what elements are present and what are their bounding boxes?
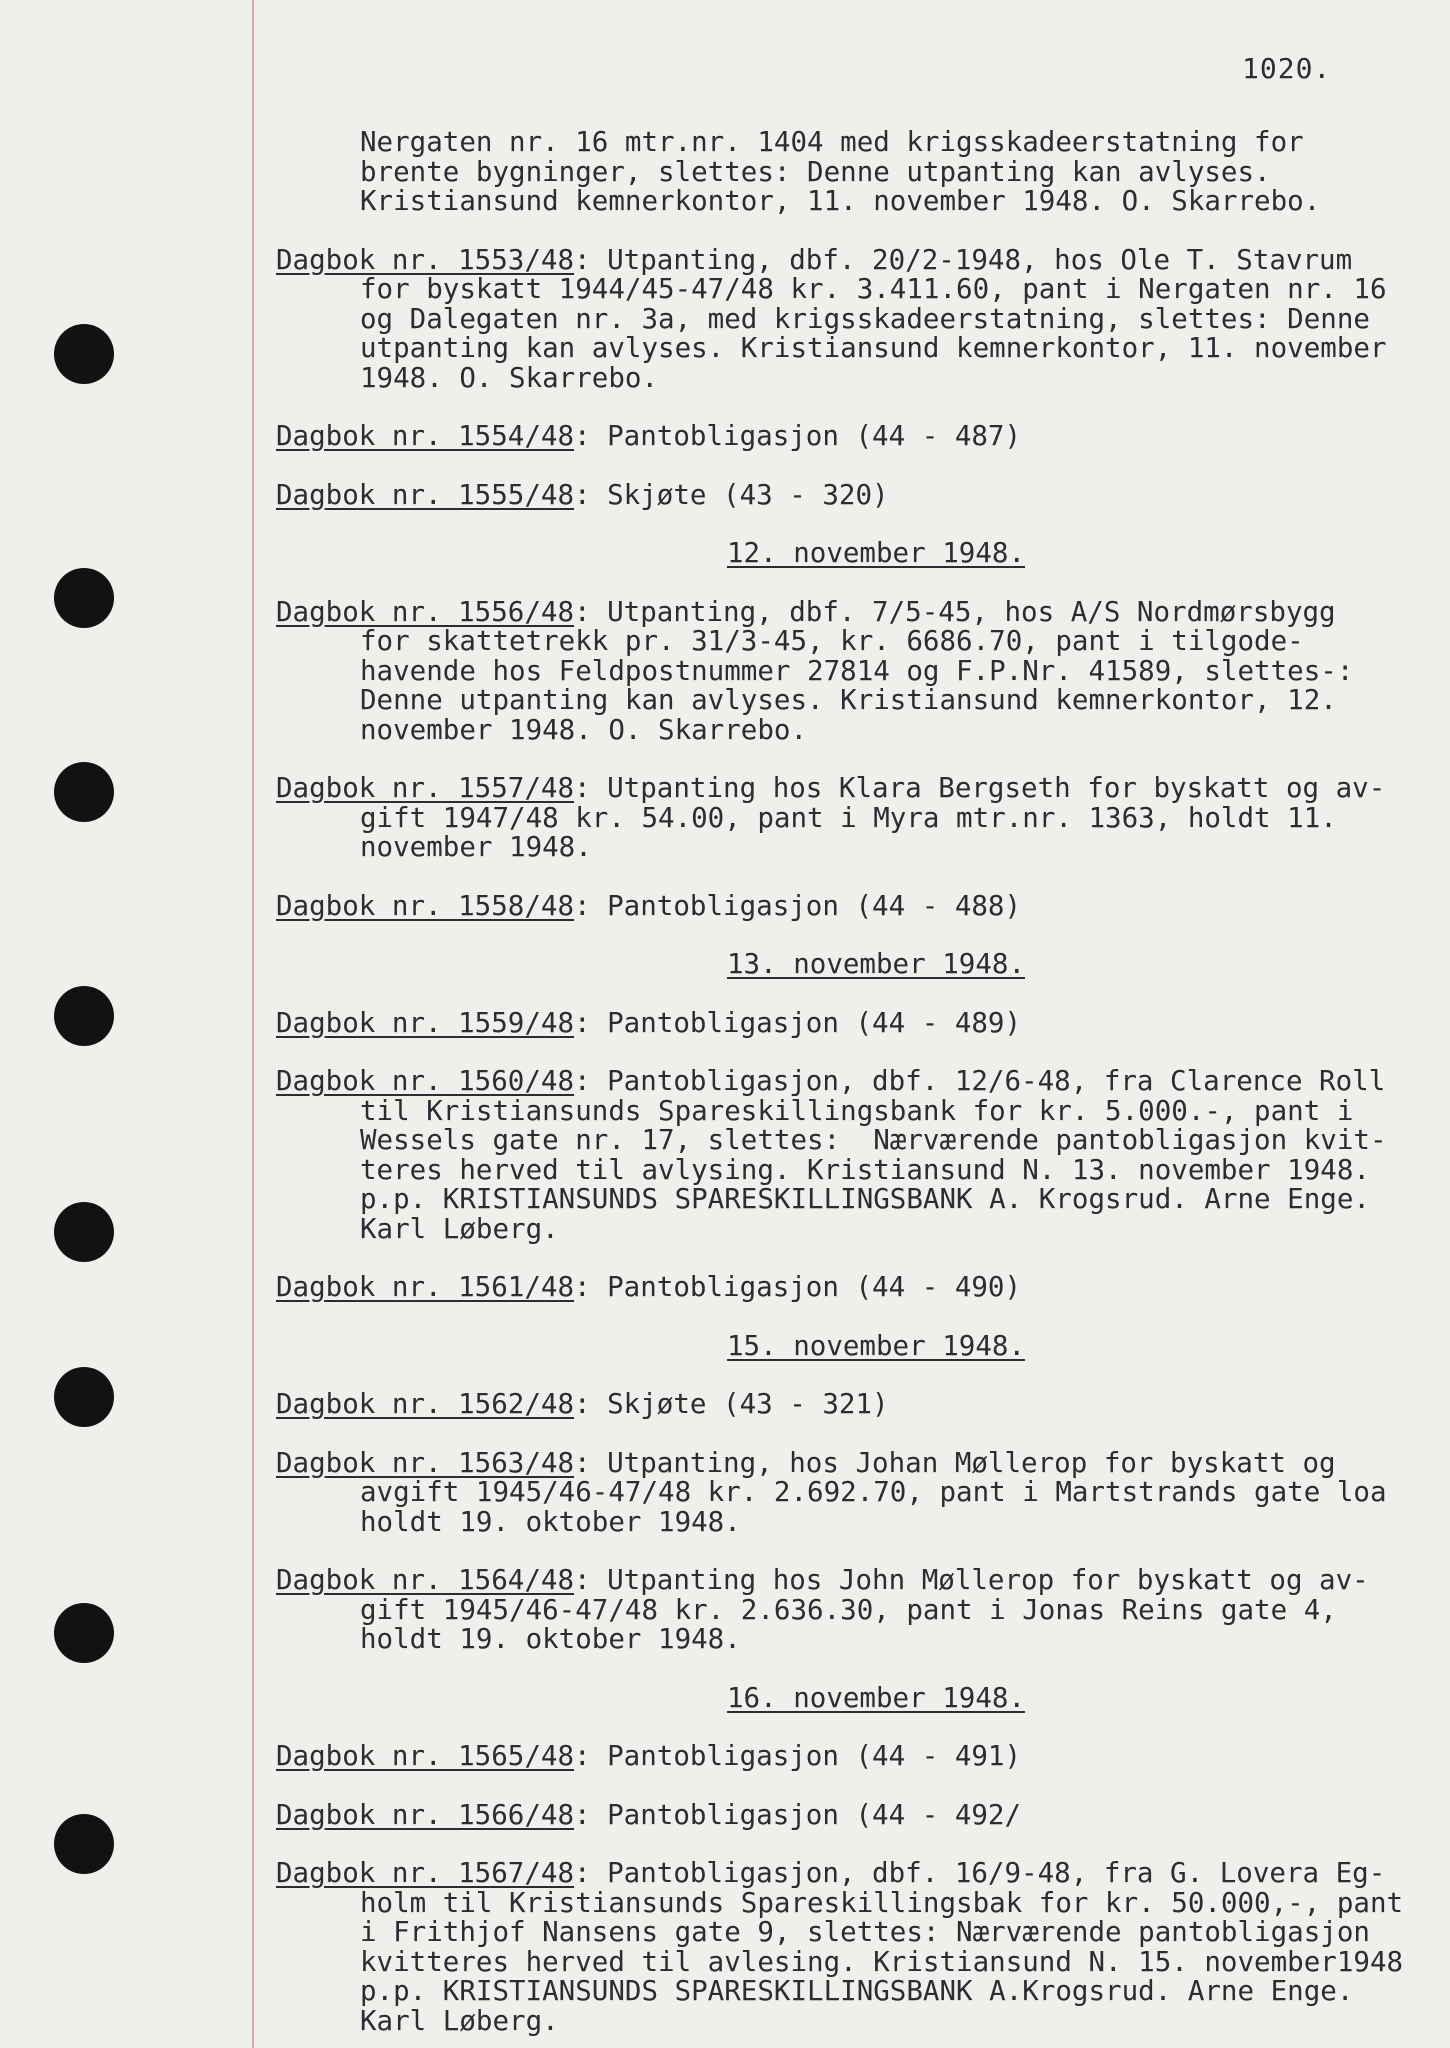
entry-line: avgift 1945/46-47/48 kr. 2.692.70, pant i Martstrands gate loa bbox=[360, 1476, 1387, 1508]
entry-text: : Pantobligasjon (44 - 488) bbox=[574, 889, 1022, 922]
entry-line: for byskatt 1944/45-47/48 kr. 3.411.60, pant i Nergaten nr. 16 bbox=[360, 273, 1387, 305]
journal-reference: Dagbok nr. 1555/48 bbox=[276, 478, 575, 511]
binder-hole bbox=[54, 1202, 114, 1262]
binder-hole bbox=[54, 762, 114, 822]
binder-hole bbox=[54, 568, 114, 628]
entry-line bbox=[276, 889, 1416, 922]
journal-entry bbox=[276, 1006, 1416, 1039]
journal-reference: Dagbok nr. 1567/48 bbox=[276, 1857, 575, 1889]
entry-line: og Dalegaten nr. 3a, med krigsskadeerstatning, slettes: Denne bbox=[360, 302, 1370, 335]
journal-entry bbox=[276, 422, 1416, 452]
entry-line: november 1948. O. Skarrebo. bbox=[360, 713, 808, 746]
binder-hole bbox=[54, 986, 114, 1046]
journal-entry bbox=[276, 478, 1416, 511]
journal-reference: Dagbok nr. 1566/48 bbox=[276, 1798, 575, 1831]
entry-line: holdt 19. oktober 1948. bbox=[360, 1505, 741, 1538]
entry-line: Denne utpanting kan avlyses. Kristiansund kemnerkontor, 12. bbox=[360, 684, 1337, 716]
entry-line: Kristiansund kemnerkontor, 11. november 1948. O. Skarrebo. bbox=[360, 185, 1321, 217]
binder-hole bbox=[54, 1367, 114, 1427]
date-heading bbox=[276, 1329, 1416, 1362]
entry-text: : Pantobligasjon, dbf. 12/6-48, fra Clarence Roll bbox=[574, 1065, 1386, 1097]
date-text: 12. november 1948. bbox=[726, 537, 1025, 569]
entry-line: november 1948. bbox=[360, 831, 592, 863]
entry-line: teres herved til avlysing. Kristiansund N. 13. november 1948. bbox=[360, 1153, 1370, 1186]
journal-entry bbox=[276, 595, 1416, 746]
entry-line: holm til Kristiansunds Spareskillingsbak for kr. 50.000,-, pant bbox=[360, 1886, 1404, 1919]
journal-reference: Dagbok nr. 1553/48 bbox=[276, 243, 575, 276]
entry-line: til Kristiansunds Spareskillingsbank for kr. 5.000.-, pant i bbox=[360, 1094, 1354, 1127]
entry-line bbox=[276, 1859, 1416, 1889]
journal-reference: Dagbok nr. 1559/48 bbox=[276, 1006, 575, 1039]
entry-line: for skattetrekk pr. 31/3-45, kr. 6686.70, pant i tilgode- bbox=[360, 625, 1304, 657]
date-heading bbox=[276, 1681, 1416, 1714]
entry-text: : Pantobligasjon (44 - 490) bbox=[574, 1271, 1022, 1303]
journal-entry bbox=[276, 1067, 1416, 1244]
entry-line: Karl Løberg. bbox=[360, 1212, 559, 1245]
entry-line bbox=[276, 1742, 1416, 1772]
entry-line bbox=[276, 1390, 1416, 1420]
binder-hole bbox=[54, 1603, 114, 1663]
page-number: 1020. bbox=[1242, 52, 1332, 85]
entry-line: gift 1947/48 kr. 54.00, pant i Myra mtr.nr. 1363, holdt 11. bbox=[360, 801, 1337, 834]
entry-line: p.p. KRISTIANSUNDS SPARESKILLINGSBANK A.Krogsrud. Arne Enge. bbox=[360, 1975, 1354, 2007]
entry-text: : Pantobligasjon, dbf. 16/9-48, fra G. Lovera Eg- bbox=[574, 1857, 1386, 1889]
entry-line bbox=[276, 243, 1416, 276]
entry-line bbox=[276, 478, 1416, 511]
entry-text: : Utpanting hos John Møllerop for byskatt og av- bbox=[574, 1564, 1369, 1596]
entry-text: : Utpanting, dbf. 20/2-1948, hos Ole T. Stavrum bbox=[574, 243, 1353, 276]
journal-entry bbox=[276, 774, 1416, 863]
journal-reference: Dagbok nr. 1564/48 bbox=[276, 1564, 575, 1596]
entry-line: 1948. O. Skarrebo. bbox=[360, 361, 659, 394]
continued-entry bbox=[276, 128, 1416, 217]
date-text: 16. november 1948. bbox=[726, 1681, 1025, 1714]
journal-reference: Dagbok nr. 1560/48 bbox=[276, 1065, 575, 1097]
journal-entry bbox=[276, 1390, 1416, 1420]
entry-text: : Pantobligasjon (44 - 487) bbox=[574, 420, 1022, 452]
journal-entry bbox=[276, 889, 1416, 922]
ledger-content bbox=[276, 128, 1416, 2048]
entry-text: : Utpanting hos Klara Bergseth for byskatt og av- bbox=[574, 772, 1386, 804]
entry-line: havende hos Feldpostnummer 27814 og F.P.Nr. 41589, slettes-: bbox=[360, 654, 1354, 687]
journal-entry bbox=[276, 1446, 1416, 1538]
entry-line bbox=[276, 1273, 1416, 1303]
entry-line bbox=[276, 595, 1416, 628]
entry-text: : Pantobligasjon (44 - 492/ bbox=[574, 1798, 1022, 1831]
journal-entry bbox=[276, 1798, 1416, 1831]
date-text: 13. november 1948. bbox=[726, 948, 1025, 980]
journal-reference: Dagbok nr. 1562/48 bbox=[276, 1388, 575, 1420]
entry-line: holdt 19. oktober 1948. bbox=[360, 1623, 741, 1655]
journal-reference: Dagbok nr. 1565/48 bbox=[276, 1740, 575, 1772]
entry-line: i Frithjof Nansens gate 9, slettes: Nærværende pantobligasjon bbox=[360, 1916, 1370, 1948]
entry-line bbox=[276, 422, 1416, 452]
date-heading bbox=[276, 539, 1416, 569]
journal-entry bbox=[276, 1273, 1416, 1303]
journal-reference: Dagbok nr. 1557/48 bbox=[276, 772, 575, 804]
binder-hole bbox=[54, 324, 114, 384]
journal-reference: Dagbok nr. 1556/48 bbox=[276, 595, 575, 628]
journal-entry bbox=[276, 243, 1416, 394]
binder-hole bbox=[54, 1814, 114, 1874]
entry-line: utpanting kan avlyses. Kristiansund kemnerkontor, 11. november bbox=[360, 332, 1387, 364]
entry-text: : Skjøte (43 - 320) bbox=[574, 478, 889, 511]
entry-line: kvitteres herved til avlesing. Kristiansund N. 15. november1948 bbox=[360, 1945, 1404, 1978]
entry-text: : Skjøte (43 - 321) bbox=[574, 1388, 889, 1420]
journal-reference: Dagbok nr. 1563/48 bbox=[276, 1446, 575, 1479]
red-margin-line bbox=[252, 0, 254, 2048]
journal-entry bbox=[276, 1566, 1416, 1655]
entry-text: : Utpanting, hos Johan Møllerop for byskatt og bbox=[574, 1446, 1336, 1479]
entry-line bbox=[276, 1798, 1416, 1831]
entry-text: : Pantobligasjon (44 - 489) bbox=[574, 1006, 1022, 1039]
entry-line: p.p. KRISTIANSUNDS SPARESKILLINGSBANK A. Krogsrud. Arne Enge. bbox=[360, 1183, 1370, 1215]
entry-line bbox=[276, 1566, 1416, 1596]
journal-reference: Dagbok nr. 1554/48 bbox=[276, 420, 575, 452]
entry-line bbox=[276, 1006, 1416, 1039]
date-text: 15. november 1948. bbox=[726, 1329, 1025, 1362]
entry-line bbox=[276, 1067, 1416, 1097]
journal-reference: Dagbok nr. 1558/48 bbox=[276, 889, 575, 922]
entry-line: Wessels gate nr. 17, slettes: Nærværende pantobligasjon kvit- bbox=[360, 1124, 1387, 1156]
journal-reference: Dagbok nr. 1561/48 bbox=[276, 1271, 575, 1303]
entry-text: : Pantobligasjon (44 - 491) bbox=[574, 1740, 1022, 1772]
entry-line bbox=[276, 1446, 1416, 1479]
entry-line: Karl Løberg. bbox=[360, 2004, 559, 2037]
entry-line: gift 1945/46-47/48 kr. 2.636.30, pant i Jonas Reins gate 4, bbox=[360, 1593, 1337, 1626]
journal-entry bbox=[276, 1742, 1416, 1772]
entry-line: brente bygninger, slettes: Denne utpanting kan avlyses. bbox=[360, 155, 1271, 188]
entry-line: Nergaten nr. 16 mtr.nr. 1404 med krigsskadeerstatning for bbox=[360, 126, 1304, 158]
date-heading bbox=[276, 950, 1416, 980]
entry-text: : Utpanting, dbf. 7/5-45, hos A/S Nordmørsbygg bbox=[574, 595, 1336, 628]
journal-entry bbox=[276, 1859, 1416, 2036]
entry-line bbox=[276, 774, 1416, 804]
